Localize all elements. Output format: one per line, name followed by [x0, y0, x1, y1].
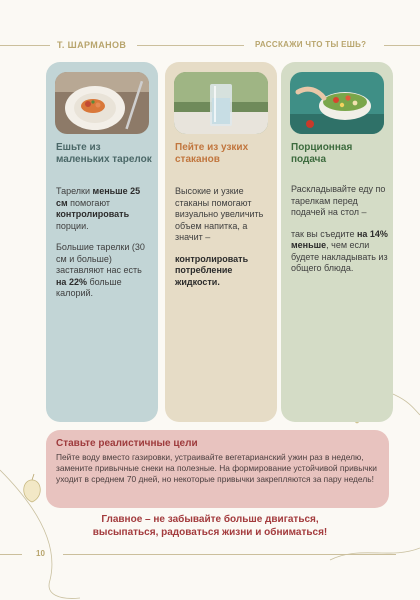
card-paragraph: контролировать потребление жидкости. — [175, 253, 249, 287]
card-paragraph: Раскладывайте еду по тарелкам перед подачей на стол – — [291, 184, 386, 217]
card-title: Пейте из узких стаканов — [175, 142, 249, 165]
page-number: 10 — [36, 549, 45, 558]
card-paragraph: Большие тарелки (30 см и больше) заставляют нас есть на 22% больше калорий. — [56, 242, 145, 298]
plate-with-food-photo — [55, 72, 149, 134]
card-title: Ешьте из маленьких тарелок — [56, 142, 152, 165]
card-paragraph: Высокие и узкие стаканы помогают визуально увеличить объем напитка, а значит – — [175, 186, 264, 242]
header-rule — [137, 45, 244, 46]
card-paragraph: Тарелки меньше 25 см помогают контролировать порции. — [56, 186, 141, 231]
book-title: РАССКАЖИ ЧТО ТЫ ЕШЬ? — [255, 40, 367, 49]
closing-line: Главное – не забывайте больше двигаться, — [101, 514, 319, 525]
header-rule — [0, 45, 50, 46]
tip-card-narrow-glasses — [165, 62, 277, 422]
closing-message — [60, 513, 360, 539]
card-paragraph: так вы съедите на 14% меньше, чем если будете накладывать из общего блюда. — [291, 228, 388, 273]
tip-card-portion-serving — [281, 62, 393, 422]
salad-bowl-photo — [290, 72, 384, 134]
apple-outline-icon — [24, 474, 41, 502]
box-title: Ставьте реалистичные цели — [56, 438, 198, 449]
closing-line: высыпаться, радоваться жизни и обниматься! — [92, 527, 328, 538]
card-title: Порционная подача — [291, 142, 353, 165]
footer-rule — [0, 554, 22, 555]
box-body: Пейте воду вместо газировки, устраивайте вегетарианский ужин раз в неделю, замените привычные снеки на полезные. На формирование устойчивой привычки уходит в среднем 70 дней, но некоторые привычки закрепляются за пару недель! — [56, 452, 377, 485]
page-footer — [0, 548, 420, 564]
tip-card-small-plates — [46, 62, 158, 422]
card-body — [175, 186, 273, 298]
realistic-goals-box — [46, 430, 389, 508]
card-body — [291, 184, 389, 285]
footer-rule — [63, 554, 396, 555]
card-body — [56, 186, 154, 310]
page-header — [0, 38, 420, 54]
author-name: Т. ШАРМАНОВ — [57, 40, 127, 50]
glass-of-water-photo — [174, 72, 268, 134]
header-rule — [384, 45, 420, 46]
